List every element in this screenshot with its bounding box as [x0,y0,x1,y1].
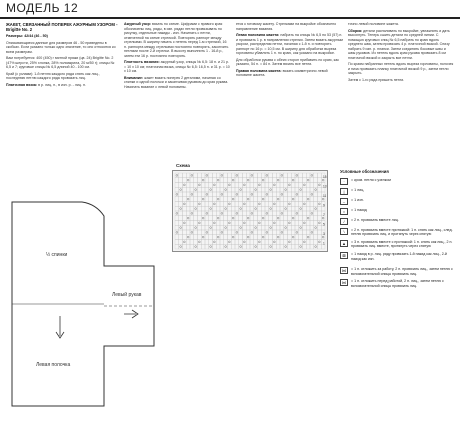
note-text: Внимание: жакет вязать поперек 2 деталями, начиная со спинки и одной полочки и заканчивая рукавом до края рукава. Начинать вязание с левой половины. [124,75,229,89]
col4-intro: тично левой половине жакета. [348,22,399,26]
lace-text: Ажурный узор: вязать по схеме. Цифрами с правого края обозначены лиц. ряды, в изн. рядах петли провязывать по рисунку, отдельные накиды - изн. Начинать с петли, отмеченной на схеме стрелкой. Повторять раппорт между стрелками. В ширину начать с петель перед 1-м стрелкой, 16 п. раппорта между стрелками постоянно повторять, закончить петлями после 2-й стрелки. В высоту выполнить 1 - 16-й р., затем эти 16 р. постоянно повторять. [124,22,229,58]
legend-symbol: | [340,188,348,195]
sleeve-label: Левый рукав [112,292,142,298]
text-column-4 [348,22,454,84]
chart-row-label: 13 [323,184,327,189]
chart-row-label: 5 [323,222,325,227]
left-front-label: Левая полочка [36,362,71,368]
legend [340,170,456,292]
closure-text: Затем с 1-го ряда пришить петли. [348,77,405,82]
legend-extra-item [340,267,456,276]
assembly-text: Сборка: детали распяливать по выкройке, увлажнить и дать высохнуть. Теперь сшить детали по средней линии. С помощью круговых спиц № 6,5 набрать по краю вдоль среднего шва, затем провязать 4 р. платочной вязкой. Снизу набрать 9 изн. р. планки. Затем соединять боковые швы и швы рукавов. Из петель вдоль края рукава провязать 8 см платочной вязкой и закрыть все петли. [348,28,450,60]
text-column-2 [124,22,230,91]
legend-symbol: – [340,198,348,205]
legend-item [340,208,456,215]
article-title: ЖАКЕТ, СВЯЗАННЫЙ ПОПЕРЕК АЖУРНЫМ УЗОРОМ - Brigitte No. 2 [6,22,118,32]
legend-item [340,198,456,205]
legend-item [340,218,456,225]
sleeve-arrow [124,310,138,318]
chart-title: Схема [176,163,190,168]
legend-extra-item [340,279,456,288]
legend-title: Условные обозначения [340,169,389,174]
legend-item [340,252,456,261]
legend-symbol: ○ [340,208,348,215]
legend-text: = 2 п. провязать вместе лиц. [351,217,399,222]
legend-text: = 1 накид в р. лиц. ряду провязать 1-й накид как лиц., 2-й накид как изн. [351,251,447,261]
page-header [0,0,460,19]
density-text: Плотность вязания: ажурный узор, спицы № 6,5: 18 п. и 21 р. = 10 х 10 см; платочная вязка, спицы № 6,5: 16,5 п. и 31 р. = 10 х 10 см. [124,60,230,73]
legend-text: = 3 п. провязать вместе с протяжкой: 1 п. снять как лиц., 2 п. провязать лиц. вместе, протянуть через снятую [351,239,453,249]
stitch-text: Платочная вязка: в р. лиц. п., в изн. р. - лиц. п. [6,82,86,87]
right-half-text: Правая половина жакета: вязать симметрично левой половине жакета. [236,68,328,77]
direction-arrow [56,316,64,338]
legend-extra-text: = 1 п. отложить перед работой, 2 п. лиц., затем петлю с вспомогательной спицы провязать лиц. [351,279,444,288]
legend-extra-text: = 1 п. отложить за работу, 2 п. провязать лиц., затем петлю с вспомогательной спицы провязать лиц. [351,267,453,276]
legend-item [340,178,456,185]
sizes-note: Описывающиеся данные для размеров 46 - 50 приведены в скобках. Если указано только одно значение, то оно относится ко всем размерам. [6,40,116,54]
left-half-text: Левая половина жакета: набрать на спицы № 6,5 по 53 (57) п. и провязать 1 р. в направлении стрелки. Затем вязать ажурным узором, распределяя петли, начиная с 1-й п. и повторять раппорт по 16 р. = 10,5 см. В ширину для обработки выреза горловины убавлять 1 п. по краю, как указано на выкройке. [236,33,343,55]
legend-item [340,228,456,237]
lace-chart [172,170,328,252]
finish-text: По краям набранных петель вдоль выреза горловины, полочек и низа провязать планку платочной вязкой 9 р., затем петли закрыть. [348,62,454,75]
legend-symbol: \ [340,228,348,235]
legend-symbol: ⊠ [340,252,348,259]
sleeve-text: Для обработки рукава с обеих сторон прибавить по краю, как указано, 54 п. = 84 п. Затем вязать все петли. [236,57,339,66]
back-label: ½ спинки [46,252,68,258]
edge-text: Край (с узлами): 1-й петлю каждого ряда снять как лиц., последнюю петлю каждого ряда провязать лиц. [6,71,100,80]
legend-symbol: · [340,178,348,185]
text-column-3 [236,22,344,80]
legend-item [340,188,456,195]
legend-symbol: / [340,218,348,225]
legend-text: = 1 накид [351,207,367,212]
chart-row-label: 9 [323,203,325,208]
chart-row-label: 7 [323,213,325,217]
sizes-line: Размеры: 42/44 (46 - 50) [6,34,48,38]
materials-text: Вам потребуется: 400 (450) г мятной пряжи (цв. 24) Brigitte No. 2 (47% шерсти, 25% хлопка, 28% полиакрила, 20 м/50 г); спицы № 6,5 и 7; круговые спицы № 6,5 длиной 40 - 100 см. [6,56,115,69]
legend-item [340,240,456,249]
chart-row-label: 11 [323,194,327,198]
chart-row-label: 15 [323,175,327,179]
col3-intro: ется к готовому жакету. Стрелками на выкройке обозначено направление вязания. [236,22,337,31]
chart-row-label: 1 [323,241,325,246]
chart-row-label: 3 [323,232,325,236]
legend-text: = кром. петля с узелком [351,177,391,182]
legend-text: = 1 лиц. [351,187,365,192]
garment-schema [4,196,156,428]
cable-icon: ⋈ [342,280,346,286]
legend-text: = 2 п. провязать вместе протяжкой: 1 п. снять как лиц., след. петлю провязать лиц. и протянуть через снятую [351,227,453,237]
legend-text: = 1 изн. [351,197,364,202]
model-title: МОДЕЛЬ 12 [6,1,79,15]
text-column-1 [6,22,118,89]
legend-symbol: ▲ [340,240,348,247]
cable-icon: ⋈ [342,268,346,274]
